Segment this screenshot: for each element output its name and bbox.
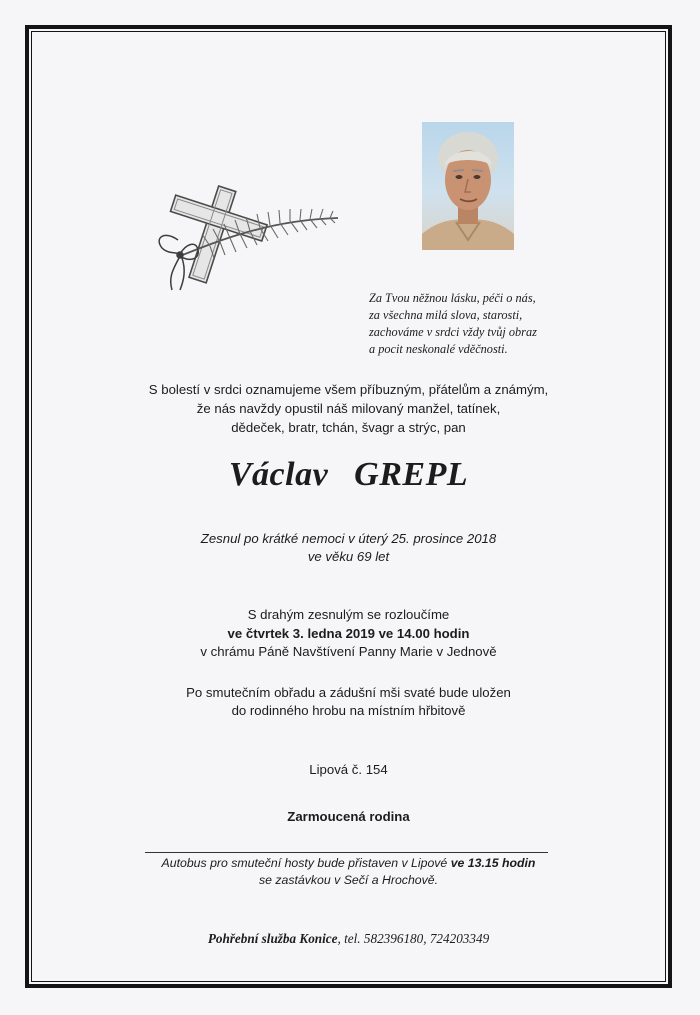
poem-line: za všechna milá slova, starosti,: [369, 308, 523, 322]
intro-line: dědeček, bratr, tchán, švagr a strýc, pan: [231, 420, 466, 435]
deceased-name: Václav GREPL: [228, 456, 469, 493]
divider: [145, 852, 548, 853]
poem-line: Za Tvou něžnou lásku, péči o nás,: [369, 291, 536, 305]
farewell-datetime: ve čtvrtek 3. ledna 2019 ve 14.00 hodin: [227, 625, 470, 641]
company-name: Pohřební služba Konice: [207, 931, 338, 946]
death-date-line: Zesnul po krátké nemoci v úterý 25. prosince 2018: [200, 531, 497, 546]
bus-time: ve 13.15 hodin: [450, 856, 536, 870]
poem-line: zachováme v srdci vždy tvůj obraz: [369, 325, 537, 339]
bus-note: [40, 855, 657, 888]
bus-line: [40, 855, 657, 872]
burial-info: [40, 684, 657, 720]
bus-stops: se zastávkou v Sečí a Hrochově.: [258, 872, 439, 887]
farewell-place: v chrámu Páně Navštívení Panny Marie v Jednově: [200, 644, 497, 659]
bus-text: Autobus pro smuteční hosty bude přistaven v Lipové: [161, 856, 448, 870]
intro-line: že nás navždy opustil náš milovaný manžel, tatínek,: [196, 401, 501, 416]
announcement-intro: [40, 380, 657, 437]
farewell-info: [40, 606, 657, 662]
company-contact: , tel. 582396180, 724203349: [337, 931, 490, 946]
funeral-service-footer: [40, 931, 657, 947]
burial-line: Po smutečním obřadu a zádušní mši svaté bude uložen: [186, 685, 511, 700]
poem-line: a pocit neskonalé vděčnosti.: [369, 342, 508, 356]
farewell-intro: S drahým zesnulým se rozloučíme: [247, 607, 450, 622]
portrait-image: [422, 122, 514, 250]
cross-palm-icon: [150, 178, 345, 296]
poem: [369, 290, 669, 358]
address: Lipová č. 154: [309, 762, 388, 777]
intro-line: S bolestí v srdci oznamujeme všem příbuzným, přátelům a známým,: [148, 382, 549, 397]
signature: Zarmoucená rodina: [287, 809, 410, 824]
portrait-photo: [422, 122, 514, 250]
death-info: [40, 530, 657, 566]
burial-line: do rodinného hrobu na místním hřbitově: [231, 703, 466, 718]
age-line: ve věku 69 let: [307, 549, 390, 564]
inner-border: [31, 31, 666, 982]
